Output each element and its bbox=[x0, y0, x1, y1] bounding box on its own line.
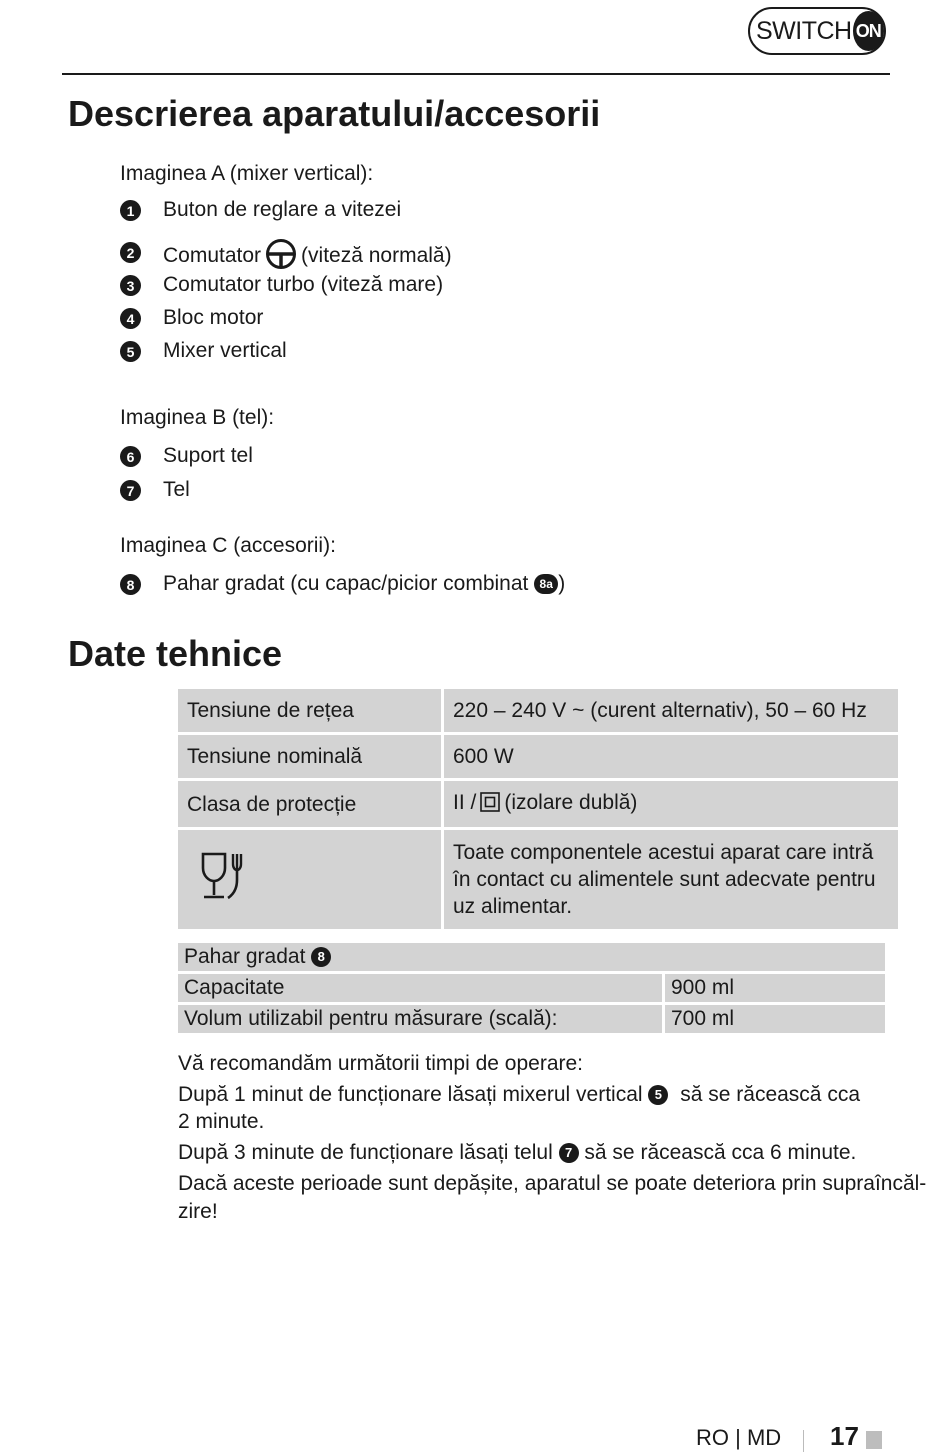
page-number: 17 bbox=[830, 1421, 859, 1451]
tech-value-voltage: 220 – 240 V ~ (curent alternativ), 50 – 60 Hz bbox=[444, 689, 898, 732]
table-row bbox=[178, 735, 898, 778]
item-number-2: 2 bbox=[120, 242, 141, 263]
logo-on-badge: ON bbox=[853, 11, 884, 51]
double-insulation-icon bbox=[480, 792, 500, 819]
group-c-label: Imaginea C (accesorii): bbox=[120, 534, 336, 557]
item-text-2-before: Comutator bbox=[163, 244, 262, 267]
food-safe-icon bbox=[200, 884, 248, 907]
item-number-5: 5 bbox=[120, 341, 141, 362]
protection-class-before: II / bbox=[453, 791, 477, 814]
table-row bbox=[178, 1005, 885, 1033]
notes-p2-after: să se răcească cca 6 minute. bbox=[584, 1141, 857, 1164]
item-number-1: 1 bbox=[120, 200, 141, 221]
item-text-8-close: ) bbox=[558, 572, 566, 595]
tech-key-voltage: Tensiune de rețea bbox=[178, 689, 441, 732]
footer-language: RO | MD bbox=[696, 1425, 782, 1450]
tech-key-power: Tensiune nominală bbox=[178, 735, 441, 778]
item-text-8-main: Pahar gradat (cu capac/picior combinat bbox=[163, 572, 529, 595]
table-row bbox=[178, 830, 898, 929]
header-rule bbox=[62, 73, 890, 75]
cup-key-usable-volume: Volum utilizabil pentru măsurare (scală): bbox=[178, 1005, 662, 1033]
notes-paragraph-1 bbox=[178, 1081, 860, 1109]
cup-value-usable-volume: 700 ml bbox=[665, 1005, 885, 1033]
tech-key-food-safe bbox=[178, 830, 441, 929]
section-title-description: Descrierea aparatului/accesorii bbox=[68, 93, 601, 134]
tech-key-protection-class: Clasa de protecție bbox=[178, 781, 441, 827]
logo-text: SWITCH bbox=[756, 16, 852, 45]
technical-data-table bbox=[175, 686, 901, 932]
group-b-label: Imaginea B (tel): bbox=[120, 406, 275, 429]
item-text-1: Buton de reglare a vitezei bbox=[163, 198, 402, 221]
item-number-3: 3 bbox=[120, 275, 141, 296]
cup-table-header-number: 8 bbox=[311, 947, 331, 967]
notes-p2-number: 7 bbox=[559, 1143, 579, 1163]
item-number-7: 7 bbox=[120, 480, 141, 501]
notes-p1-line2: 2 minute. bbox=[178, 1110, 265, 1133]
notes-intro: Vă recomandăm următorii timpi de operare: bbox=[178, 1052, 584, 1075]
item-text-3: Comutator turbo (viteză mare) bbox=[163, 273, 444, 296]
cup-key-capacity: Capacitate bbox=[178, 974, 662, 1002]
notes-p1-before: După 1 minut de funcționare lăsați mixerul vertical bbox=[178, 1083, 643, 1106]
tech-value-food-safe: Toate componentele acestui aparat care intră în contact cu alimentele sunt adecvate pentru uz alimentar. bbox=[444, 830, 898, 929]
table-row bbox=[178, 974, 885, 1002]
item-number-8: 8 bbox=[120, 574, 141, 595]
notes-p3-line1: Dacă aceste perioade sunt depășite, aparatul se poate deteriora prin supraîncăl- bbox=[178, 1172, 927, 1195]
item-text-2-after: (viteză normală) bbox=[301, 244, 452, 267]
item-text-8 bbox=[163, 570, 565, 598]
page-marker bbox=[866, 1431, 882, 1449]
notes-p2-before: După 3 minute de funcționare lăsați telul bbox=[178, 1141, 553, 1164]
section-title-technical-data: Date tehnice bbox=[68, 633, 283, 674]
cup-value-capacity: 900 ml bbox=[665, 974, 885, 1002]
item-text-4: Bloc motor bbox=[163, 306, 264, 329]
cup-table-header-text: Pahar gradat bbox=[184, 945, 306, 968]
measuring-cup-table bbox=[175, 940, 888, 1036]
item-number-6: 6 bbox=[120, 446, 141, 467]
protection-class-after: (izolare dublă) bbox=[504, 791, 638, 814]
ref-badge-8a: 8a bbox=[534, 574, 558, 594]
item-text-7: Tel bbox=[163, 478, 190, 501]
footer-separator bbox=[803, 1430, 804, 1452]
item-number-4: 4 bbox=[120, 308, 141, 329]
brand-logo bbox=[748, 7, 886, 55]
group-a-label: Imaginea A (mixer vertical): bbox=[120, 162, 374, 185]
tech-value-power: 600 W bbox=[444, 735, 898, 778]
table-row bbox=[178, 781, 898, 827]
notes-p3-line2: zire! bbox=[178, 1200, 218, 1223]
tech-value-protection-class bbox=[444, 781, 898, 827]
item-text-6: Suport tel bbox=[163, 444, 253, 467]
table-row bbox=[178, 943, 885, 971]
cup-table-header bbox=[178, 943, 885, 971]
notes-p1-after: să se răcească cca bbox=[680, 1083, 861, 1106]
item-text-5: Mixer vertical bbox=[163, 339, 287, 362]
table-row bbox=[178, 689, 898, 732]
notes-paragraph-2 bbox=[178, 1139, 856, 1167]
notes-p1-number: 5 bbox=[648, 1085, 668, 1105]
